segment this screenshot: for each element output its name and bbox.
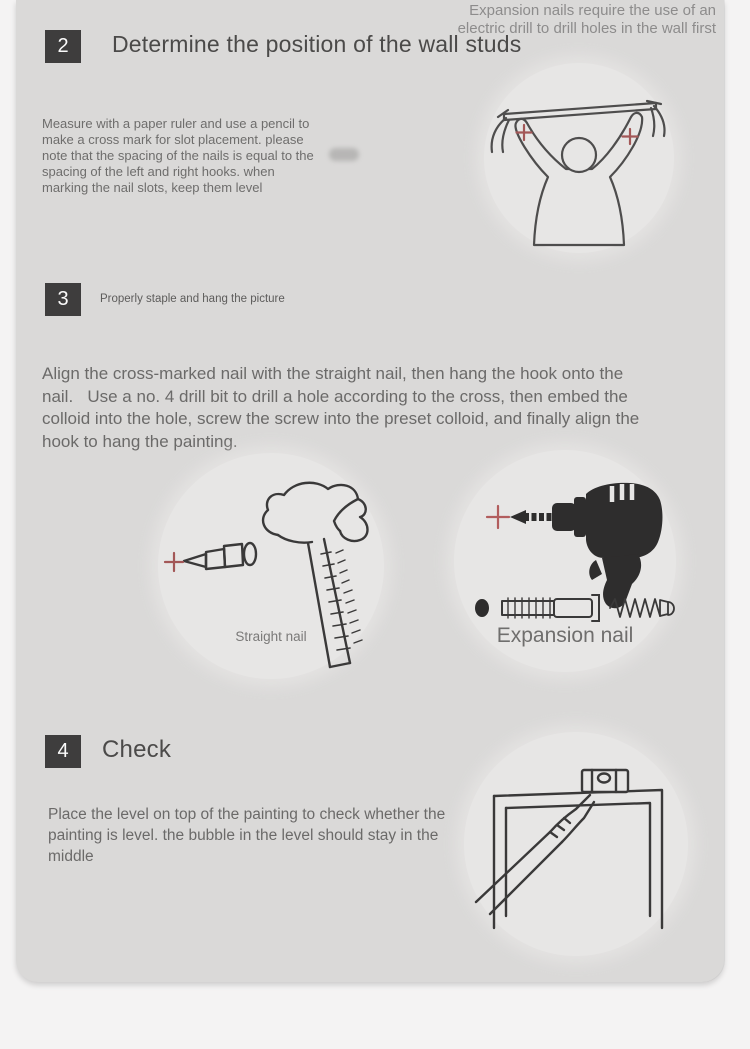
blurred-watermark-smudge — [329, 148, 359, 161]
header-note-line: Expansion nails require the use of an — [469, 2, 716, 19]
level-on-picture-frame-icon — [464, 732, 688, 956]
step4-number: 4 — [57, 740, 69, 762]
header-note-line: electric drill to drill holes in the wall first — [457, 19, 716, 37]
step3-body-line: Align the cross-marked nail with the straight nail, then hang the hook onto the — [42, 364, 624, 383]
straight-nail-illustration-circle — [158, 453, 384, 679]
measure-illustration-circle — [484, 63, 674, 253]
step4-body-line: Place the level on top of the painting to check whether the — [48, 806, 446, 823]
person-with-paper-ruler-icon — [484, 63, 674, 253]
step3-number: 3 — [57, 288, 69, 310]
step2-body-line: make a cross mark for slot placement. please — [42, 132, 304, 147]
step2-body-line: Measure with a paper ruler and use a pencil to — [42, 116, 310, 131]
step2-body — [42, 116, 314, 196]
step2-body-line: note that the spacing of the nails is equal to the — [42, 148, 314, 163]
step3-body-line: nail. Use a no. 4 drill bit to drill a hole according to the cross, then embed the — [42, 386, 628, 406]
step4-number-badge — [45, 735, 81, 768]
step4-body-line: painting is level. the bubble in the level should stay in the — [48, 827, 439, 844]
hammer-and-nail-icon — [158, 453, 384, 679]
step2-number: 2 — [57, 35, 69, 57]
step3-body — [42, 363, 639, 453]
check-illustration-circle — [464, 732, 688, 956]
straight-nail-label: Straight nail — [235, 629, 307, 644]
instruction-card — [16, 0, 724, 982]
step4-body-line: middle — [48, 848, 94, 865]
step3-title: Properly staple and hang the picture — [100, 293, 285, 305]
step3-body-line: hook to hang the painting. — [42, 431, 238, 451]
step4-title: Check — [102, 736, 172, 763]
step2-body-line: spacing of the left and right hooks. when — [42, 164, 275, 179]
step4-body — [48, 804, 445, 867]
step2-title: Determine the position of the wall studs — [112, 31, 522, 57]
step2-body-line: marking the nail slots, keep them level — [42, 180, 263, 195]
expansion-nail-illustration-circle — [454, 450, 676, 672]
expansion-nail-label: Expansion nail — [496, 624, 634, 647]
step3-number-badge — [45, 283, 81, 316]
step2-number-badge — [45, 30, 81, 63]
step3-body-line: colloid into the hole, screw the screw into the preset colloid, and finally align the — [42, 409, 640, 428]
